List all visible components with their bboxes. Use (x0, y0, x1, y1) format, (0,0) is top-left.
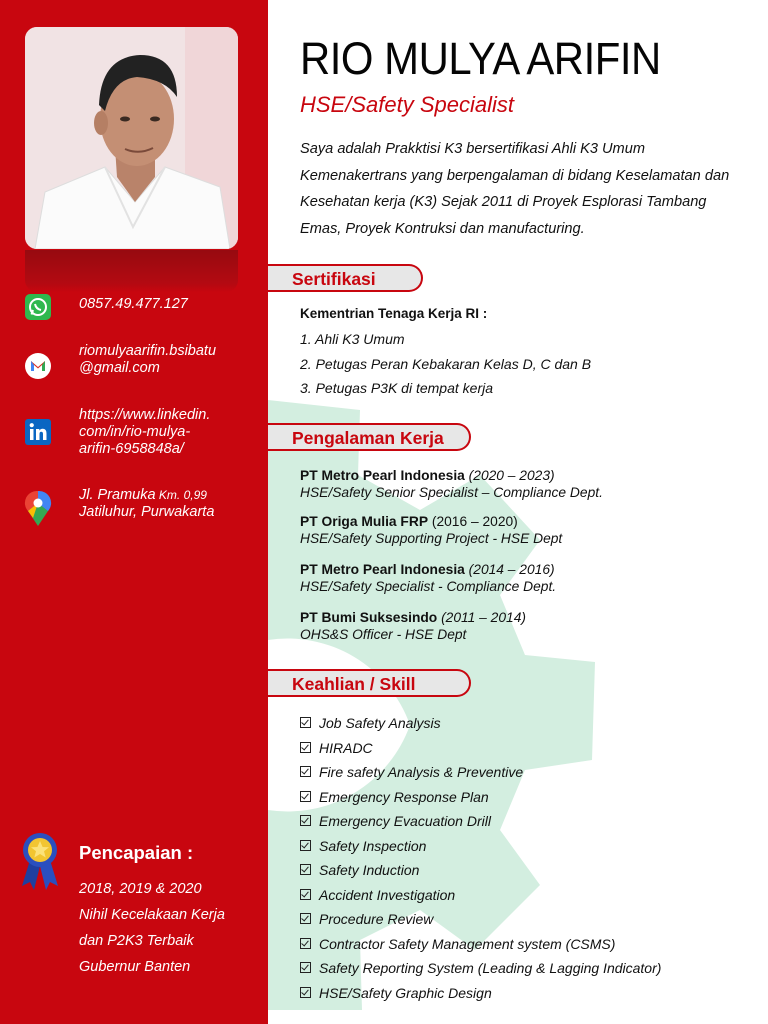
checkbox-checked-icon (300, 717, 311, 728)
award-ribbon-icon (18, 830, 62, 890)
address-street: Jl. Pramuka (79, 487, 156, 503)
checkbox-checked-icon (300, 962, 311, 973)
checkbox-checked-icon (300, 987, 311, 998)
skill-label: Fire safety Analysis & Preventive (319, 764, 524, 780)
experience-item (300, 513, 740, 547)
address-city: Jatiluhur, Purwakarta (79, 504, 215, 520)
address (79, 487, 254, 521)
skill-label: HIRADC (319, 739, 373, 756)
section-title-skills: Keahlian / Skill (292, 674, 416, 694)
company-name: PT Bumi Suksesindo (300, 610, 438, 625)
whatsapp-icon (24, 293, 52, 321)
skill-item (300, 910, 661, 935)
job-position: HSE/Safety Senior Specialist – Compliance Dept. (300, 485, 603, 500)
achievement-body (79, 876, 259, 980)
job-position: OHS&S Officer - HSE Dept (300, 627, 467, 642)
company-name: PT Metro Pearl Indonesia (300, 562, 465, 577)
section-tab-certification (268, 264, 423, 292)
section-tab-skills (268, 669, 471, 697)
profile-photo (25, 27, 238, 249)
skill-item (300, 714, 661, 739)
experience-item (300, 561, 740, 595)
skill-label: Accident Investigation (319, 886, 456, 903)
checkbox-checked-icon (300, 840, 311, 851)
skill-label: Contractor Safety Management system (CSMS) (319, 935, 616, 952)
skill-label: Safety Induction (319, 862, 420, 878)
skill-item (300, 861, 661, 886)
job-position: HSE/Safety Supporting Project - HSE Dept (300, 531, 563, 546)
email-line-2: @gmail.com (79, 360, 160, 376)
checkbox-checked-icon (300, 913, 311, 924)
skill-label: Emergency Evacuation Drill (319, 813, 491, 829)
checkbox-checked-icon (300, 938, 311, 949)
skill-label: Job Safety Analysis (319, 715, 441, 731)
section-title-experience: Pengalaman Kerja (292, 428, 444, 448)
address-km: Km. 0,99 (155, 488, 207, 502)
achievement-line: 2018, 2019 & 2020 (79, 881, 202, 897)
certification-list (300, 330, 591, 404)
experience-item (300, 609, 740, 643)
skill-item (300, 935, 661, 960)
checkbox-checked-icon (300, 864, 311, 875)
skill-item (300, 886, 661, 911)
linkedin-icon (24, 418, 52, 446)
job-period: (2014 – 2016) (464, 562, 555, 577)
linkedin-line-2: com/in/rio-mulya- (79, 424, 191, 440)
achievement-line: dan P2K3 Terbaik (79, 933, 194, 949)
skill-item (300, 763, 661, 788)
checkbox-checked-icon (300, 889, 311, 900)
person-photo-icon (25, 27, 238, 249)
checkbox-checked-icon (300, 815, 311, 826)
skill-item (300, 788, 661, 813)
map-pin-icon (24, 489, 52, 527)
skill-item (300, 812, 661, 837)
full-name: RIO MULYA ARIFIN (300, 33, 661, 84)
linkedin-url[interactable] (79, 407, 254, 458)
job-period: (2016 – 2020) (428, 514, 518, 529)
profile-summary: Saya adalah Prakktisi K3 bersertifikasi Ahli K3 Umum Kemenakertrans yang berpengalaman di bidang Keselamatan dan Kesehatan kerja (K3) Sejak 2011 di Proyek Esplorasi Tambang Emas, Proyek Kontruksi dan manufacturing. (300, 141, 730, 237)
achievement-line: Gubernur Banten (79, 959, 191, 975)
job-position: HSE/Safety Specialist - Compliance Dept. (300, 579, 557, 594)
job-period: (2020 – 2023) (464, 468, 555, 483)
skill-label: Safety Reporting System (Leading & Lagging Indicator) (319, 960, 662, 976)
skill-item (300, 739, 661, 764)
job-title: HSE/Safety Specialist (300, 92, 514, 117)
checkbox-checked-icon (300, 766, 311, 777)
skill-item (300, 959, 661, 984)
skill-item (300, 984, 661, 1009)
company-name: PT Origa Mulia FRP (300, 514, 429, 529)
certification-item: 1. Ahli K3 Umum (300, 331, 405, 347)
email-address[interactable] (79, 343, 254, 377)
job-period: (2011 – 2014) (437, 610, 526, 625)
section-title-certification: Sertifikasi (292, 269, 376, 289)
certification-item: 3. Petugas P3K di tempat kerja (300, 380, 493, 396)
skill-label: Safety Inspection (319, 837, 427, 854)
phone-number[interactable]: 0857.49.477.127 (79, 296, 188, 312)
linkedin-line-1: https://www.linkedin. (79, 407, 211, 423)
skill-label: Procedure Review (319, 911, 434, 927)
linkedin-line-3: arifin-6958848a/ (79, 441, 184, 457)
skills-list (300, 714, 661, 1008)
achievement-line: Nihil Kecelakaan Kerja (79, 907, 225, 923)
photo-reflection (25, 250, 238, 292)
skill-item (300, 837, 661, 862)
skill-label: Emergency Response Plan (319, 788, 489, 805)
experience-item (300, 467, 740, 501)
certification-item: 2. Petugas Peran Kebakaran Kelas D, C dan B (300, 355, 592, 372)
section-tab-experience (268, 423, 471, 451)
email-line-1: riomulyaarifin.bsibatu (79, 343, 217, 359)
checkbox-checked-icon (300, 791, 311, 802)
certification-issuer: Kementrian Tenaga Kerja RI : (300, 306, 488, 321)
skill-label: HSE/Safety Graphic Design (319, 984, 492, 1001)
achievement-title: Pencapaian : (79, 842, 194, 863)
gmail-icon (24, 352, 52, 380)
checkbox-checked-icon (300, 742, 311, 753)
company-name: PT Metro Pearl Indonesia (300, 468, 465, 483)
